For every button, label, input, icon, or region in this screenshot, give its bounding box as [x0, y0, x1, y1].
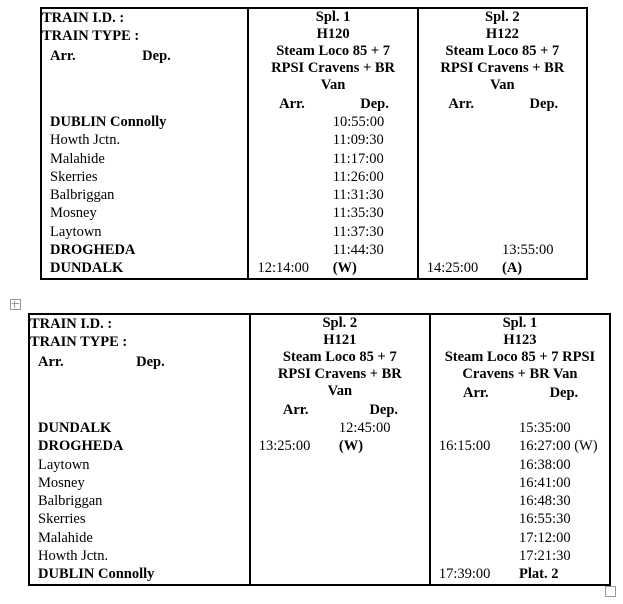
time-cell: [249, 204, 324, 222]
time-cell: 13:55:00: [501, 242, 554, 259]
train-spl: Spl. 1: [502, 315, 538, 331]
station-cell: Mosney: [50, 205, 97, 222]
label-arr: Arr.: [50, 48, 76, 64]
timetable-southbound: [28, 313, 611, 586]
time-cell: [419, 150, 494, 168]
dep-column: [325, 113, 417, 278]
time-cell: [249, 131, 324, 149]
time-cell: 10:55:00: [332, 114, 385, 130]
times-h121: [250, 419, 430, 585]
time-cell: [419, 168, 494, 186]
station-cell: DUBLIN Connolly: [38, 566, 155, 583]
time-cell: 17:21:30: [519, 548, 571, 565]
time-cell: 14:25:00: [426, 260, 479, 277]
time-cell: 11:44:30: [332, 242, 384, 259]
station-cell: Balbriggan: [50, 187, 115, 204]
label-train-type: TRAIN TYPE :: [30, 334, 128, 350]
time-cell: [419, 186, 494, 204]
train-type-line-3: Van: [490, 77, 515, 93]
times-h123: [430, 419, 610, 585]
station-cell: Skerries: [38, 511, 86, 528]
time-cell: [431, 492, 511, 510]
arr-column: [251, 419, 331, 584]
train-id: H121: [323, 332, 357, 348]
time-cell: 12:45:00: [338, 420, 391, 436]
label-arr: Arr.: [38, 354, 64, 370]
time-cell: 12:14:00: [257, 260, 310, 277]
col-label-dep: Dep.: [360, 96, 389, 112]
time-cell: (W): [332, 260, 357, 277]
time-cell: 11:37:30: [332, 223, 384, 240]
train-spl: Spl. 1: [315, 9, 351, 25]
arr-column: [431, 419, 511, 584]
time-cell: [419, 223, 494, 241]
arr-column: [419, 113, 494, 278]
col-label-dep: Dep.: [529, 96, 559, 112]
dep-column: [331, 419, 429, 584]
time-cell: [331, 529, 429, 547]
train-type-line-3: Van: [327, 383, 353, 399]
time-cell: [249, 241, 324, 259]
time-cell: [494, 131, 586, 149]
train-type-line-2: Cravens + BR Van: [462, 366, 578, 382]
time-cell: [331, 510, 429, 528]
time-cell: [419, 241, 494, 259]
time-cell: [251, 547, 331, 565]
col-label-arr: Arr.: [448, 96, 475, 112]
time-cell: [249, 150, 324, 168]
station-list: [41, 113, 248, 279]
time-cell: 16:38:00: [519, 456, 571, 473]
timetable-northbound: [40, 7, 588, 280]
arr-column: [249, 113, 324, 278]
col-label-dep: Dep.: [369, 402, 399, 418]
station-list: [29, 419, 250, 585]
time-cell: [249, 113, 324, 131]
time-cell: 16:41:00: [519, 474, 571, 491]
time-cell: [251, 419, 331, 437]
time-cell: [331, 456, 429, 474]
time-cell: Plat. 2: [519, 566, 559, 583]
time-cell: [419, 204, 494, 222]
times-h122: [418, 113, 587, 279]
train-type-line-1: Steam Loco 85 + 7: [276, 43, 390, 59]
col-label-arr: Arr.: [462, 385, 489, 401]
time-cell: [419, 113, 494, 131]
time-cell: [251, 456, 331, 474]
train-spl: Spl. 2: [322, 315, 358, 331]
train-type-line-3: Van: [320, 77, 346, 93]
train-header-h120: [248, 8, 417, 113]
time-cell: [249, 223, 324, 241]
time-cell: [494, 113, 586, 131]
time-cell: [431, 529, 511, 547]
label-dep: Dep.: [142, 48, 171, 64]
time-cell: [251, 565, 331, 583]
label-train-id: TRAIN I.D. :: [30, 316, 113, 332]
time-cell: 11:26:00: [332, 168, 384, 185]
train-id: H120: [316, 26, 350, 42]
time-cell: (A): [501, 260, 523, 277]
time-cell: [494, 204, 586, 222]
time-cell: 11:35:30: [332, 205, 384, 222]
train-spl: Spl. 2: [485, 9, 520, 25]
train-type-line-2: RPSI Cravens + BR: [271, 60, 396, 76]
time-cell: [431, 510, 511, 528]
time-cell: 17:12:00: [519, 529, 571, 546]
header-labels-cell: [29, 314, 250, 419]
train-type-line-1: Steam Loco 85 + 7: [445, 43, 560, 59]
time-cell: 16:15:00: [438, 438, 491, 455]
station-cell: Malahide: [38, 529, 93, 546]
time-cell: [251, 474, 331, 492]
time-cell: [431, 474, 511, 492]
time-cell: 11:31:30: [332, 187, 384, 204]
train-id: H122: [485, 26, 519, 42]
station-cell: DUNDALK: [50, 260, 124, 277]
time-cell: [251, 529, 331, 547]
train-header-h122: [418, 8, 587, 113]
time-cell: [251, 510, 331, 528]
col-label-arr: Arr.: [282, 402, 309, 418]
time-cell: 13:25:00: [258, 438, 311, 455]
train-id: H123: [503, 332, 537, 348]
label-dep: Dep.: [136, 354, 165, 370]
table-header-row: [41, 8, 587, 113]
station-cell: DROGHEDA: [50, 242, 136, 259]
time-cell: 16:55:30: [519, 511, 571, 528]
header-labels-cell: [41, 8, 248, 113]
time-cell: 16:27:00 (W): [519, 438, 598, 455]
time-cell: [331, 565, 429, 583]
station-cell: Laytown: [38, 456, 90, 473]
label-train-id: TRAIN I.D. :: [42, 10, 125, 26]
time-cell: 11:17:00: [332, 150, 384, 167]
train-type-line-2: RPSI Cravens + BR: [277, 366, 402, 382]
time-cell: [331, 474, 429, 492]
times-h120: [248, 113, 417, 279]
station-cell: Howth Jctn.: [50, 132, 121, 149]
time-cell: [249, 186, 324, 204]
table-body-row: [29, 419, 610, 585]
time-cell: [494, 223, 586, 241]
station-cell: DUNDALK: [38, 420, 112, 436]
label-train-type: TRAIN TYPE :: [42, 28, 140, 44]
time-cell: [494, 186, 586, 204]
col-label-arr: Arr.: [279, 96, 305, 112]
station-cell: Mosney: [38, 474, 85, 491]
table-header-row: [29, 314, 610, 419]
time-cell: [494, 168, 586, 186]
table-body-row: [41, 113, 587, 279]
time-cell: 17:39:00: [438, 566, 491, 583]
train-type-line-2: RPSI Cravens + BR: [440, 60, 565, 76]
dep-column: [494, 113, 586, 278]
time-cell: 15:35:00: [519, 420, 571, 436]
station-cell: Malahide: [50, 150, 105, 167]
time-cell: 16:48:30: [519, 493, 571, 510]
train-header-h123: [430, 314, 610, 419]
time-cell: [431, 547, 511, 565]
station-cell: DROGHEDA: [38, 438, 124, 455]
time-cell: [431, 456, 511, 474]
time-cell: 11:09:30: [332, 132, 384, 149]
time-cell: [331, 547, 429, 565]
dep-column: [511, 419, 609, 584]
col-label-dep: Dep.: [549, 385, 579, 401]
time-cell: [331, 492, 429, 510]
time-cell: [494, 150, 586, 168]
time-cell: [251, 492, 331, 510]
time-cell: [431, 419, 511, 437]
time-cell: [249, 168, 324, 186]
station-cell: Laytown: [50, 223, 102, 240]
train-type-line-1: Steam Loco 85 + 7: [282, 349, 397, 365]
station-cell: DUBLIN Connolly: [50, 114, 167, 130]
time-cell: (W): [338, 438, 364, 455]
station-cell: Howth Jctn.: [38, 548, 109, 565]
train-type-line-1: Steam Loco 85 + 7 RPSI: [444, 349, 596, 365]
time-cell: [419, 131, 494, 149]
resize-handle-icon[interactable]: [605, 586, 616, 597]
train-header-h121: [250, 314, 430, 419]
station-cell: Skerries: [50, 168, 98, 185]
station-cell: Balbriggan: [38, 493, 103, 510]
table-move-handle-icon[interactable]: [10, 299, 21, 310]
